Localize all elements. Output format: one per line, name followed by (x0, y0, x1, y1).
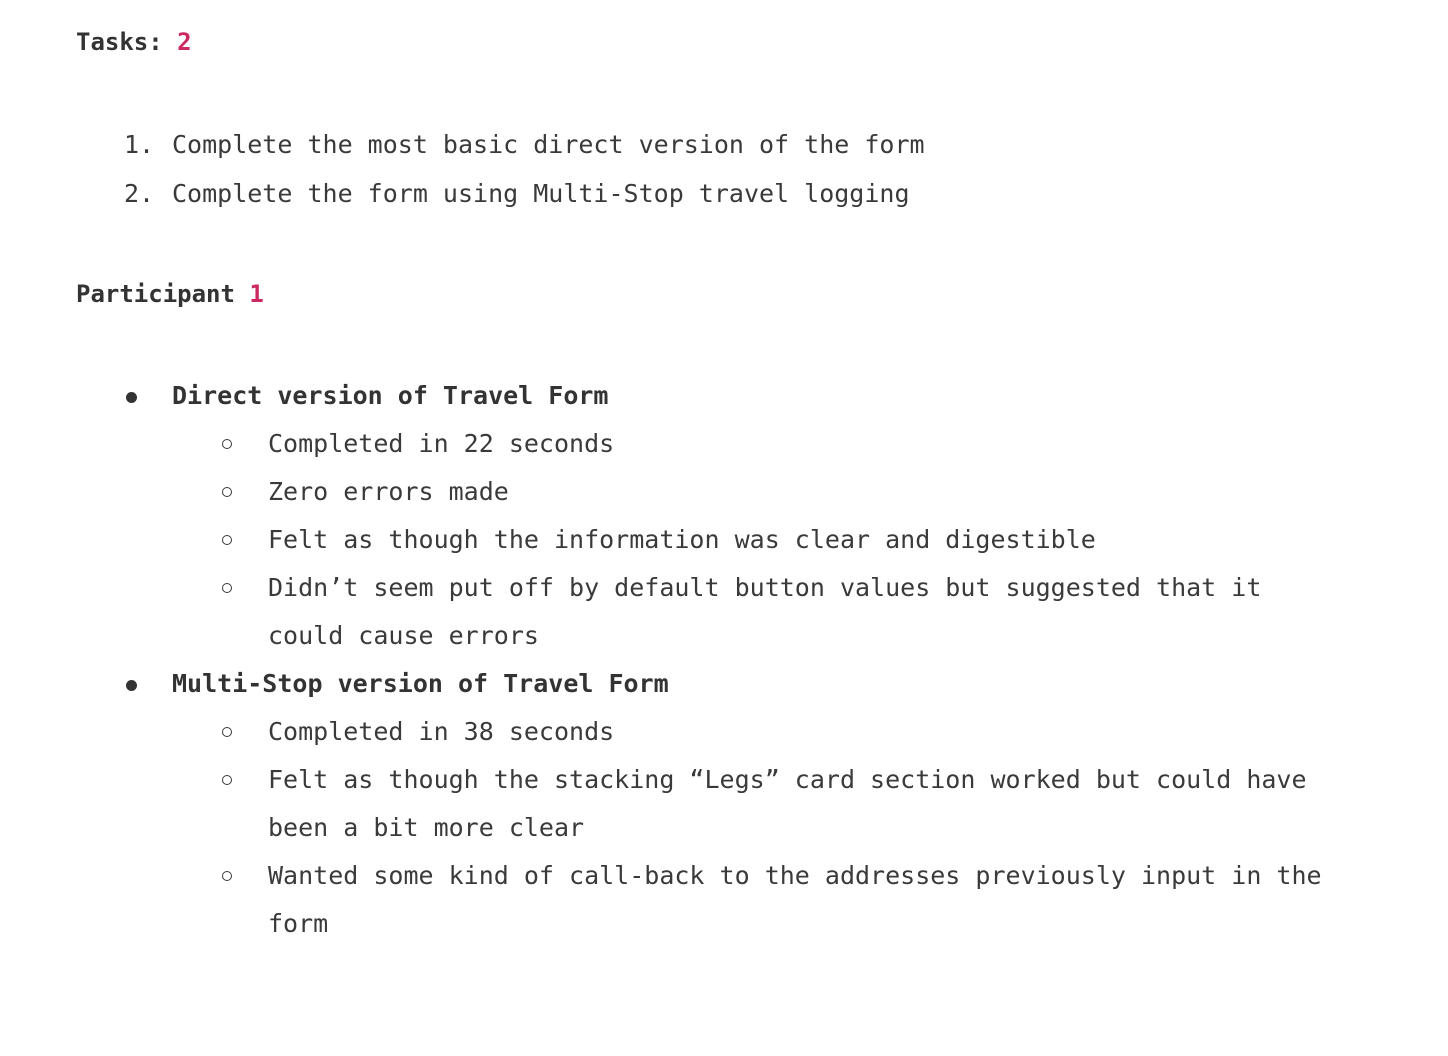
circle-bullet-icon (222, 727, 232, 737)
note-text: Didn’t seem put off by default button values but suggested that it could cause errors (268, 573, 1262, 650)
task-list (76, 120, 925, 218)
tasks-count: 2 (177, 28, 192, 56)
tasks-label: Tasks: (76, 28, 163, 56)
note-text: Completed in 22 seconds (268, 429, 615, 458)
section-title: Direct version of Travel Form (172, 381, 609, 410)
note-text: Completed in 38 seconds (268, 717, 615, 746)
list-item (172, 420, 1340, 468)
note-text: Wanted some kind of call-back to the addresses previously input in the form (268, 861, 1322, 938)
task-number: 1. (124, 130, 155, 159)
notes-list (172, 420, 1340, 660)
list-item (172, 564, 1340, 660)
list-item (76, 120, 925, 169)
list-item (172, 516, 1340, 564)
circle-bullet-icon (222, 535, 232, 545)
circle-bullet-icon (222, 487, 232, 497)
list-item (76, 169, 925, 218)
task-text: Complete the most basic direct version of the form (172, 130, 925, 159)
note-text: Felt as though the information was clear and digestible (268, 525, 1096, 554)
circle-bullet-icon (222, 871, 232, 881)
bullet-icon (126, 392, 137, 403)
participant-heading (76, 278, 264, 310)
list-item (172, 852, 1340, 948)
list-item (172, 708, 1340, 756)
bullet-icon (126, 680, 137, 691)
participant-number: 1 (249, 280, 264, 308)
circle-bullet-icon (222, 583, 232, 593)
notes-list (172, 708, 1340, 948)
findings-list (76, 372, 1340, 948)
list-item (172, 756, 1340, 852)
note-text: Zero errors made (268, 477, 509, 506)
list-item (76, 372, 1340, 660)
task-number: 2. (124, 179, 155, 208)
list-item (172, 468, 1340, 516)
section-title: Multi-Stop version of Travel Form (172, 669, 669, 698)
participant-label: Participant (76, 280, 235, 308)
circle-bullet-icon (222, 775, 232, 785)
circle-bullet-icon (222, 439, 232, 449)
note-text: Felt as though the stacking “Legs” card section worked but could have been a bit more clear (268, 765, 1307, 842)
tasks-heading (76, 26, 192, 58)
list-item (76, 660, 1340, 948)
task-text: Complete the form using Multi-Stop travel logging (172, 179, 910, 208)
